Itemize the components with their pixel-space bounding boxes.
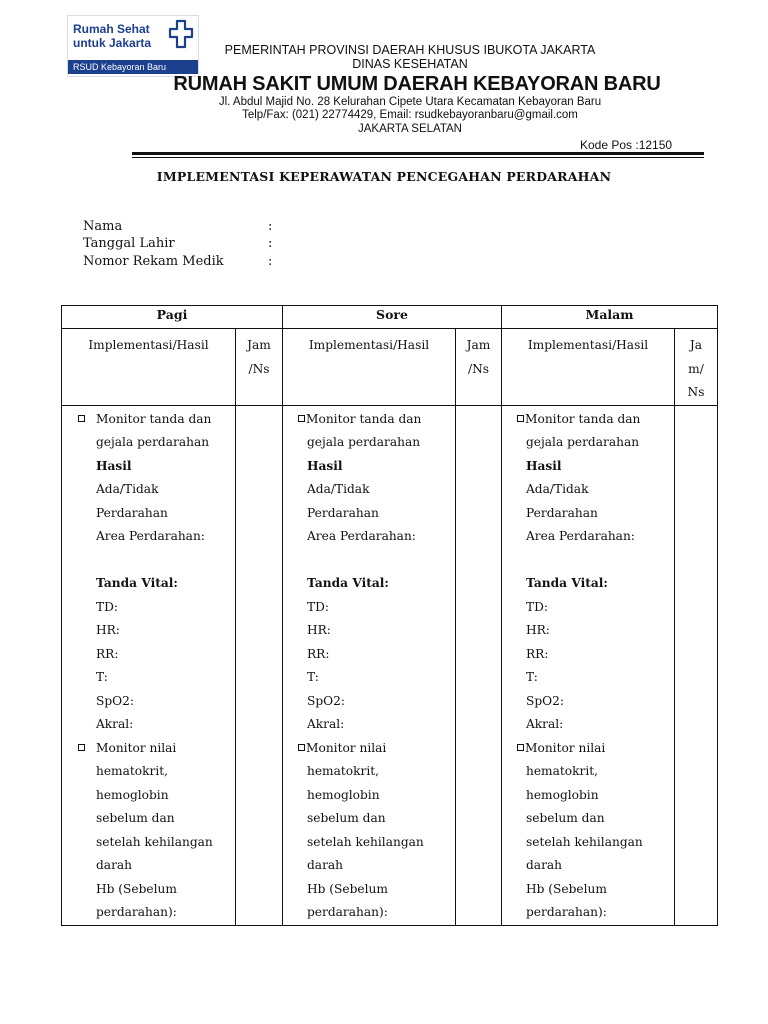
shift-header-malam: Malam: [502, 306, 718, 329]
content-row: [62, 405, 718, 925]
checkbox-icon[interactable]: [78, 415, 85, 422]
header-divider-thin: [132, 157, 704, 158]
column-header-row: [62, 329, 718, 406]
checkbox-icon[interactable]: [78, 744, 85, 751]
header-city: JAKARTA SELATAN: [358, 123, 462, 135]
document-title: IMPLEMENTASI KEPERAWATAN PENCEGAHAN PERDARAHAN: [156, 169, 612, 184]
header-address: Jl. Abdul Majid No. 28 Kelurahan Cipete Utara Kecamatan Kebayoran Baru: [218, 96, 602, 108]
field-label-nama: Nama: [83, 219, 123, 234]
shift-header-sore: Sore: [283, 306, 502, 329]
field-colon-nomor-rekam-medik: :: [268, 254, 273, 269]
jam-header-malam: Ja m/ Ns: [675, 329, 718, 406]
header-government: PEMERINTAH PROVINSI DAERAH KHUSUS IBUKOTA JAKARTA: [224, 43, 596, 57]
jam-header-pagi: Jam /Ns: [236, 329, 283, 406]
header-divider-thick: [132, 152, 704, 155]
logo-subtitle: RSUD Kebayoran Baru: [68, 60, 198, 74]
checkbox-icon[interactable]: [298, 415, 305, 422]
jam-header-sore: Jam /Ns: [456, 329, 502, 406]
header-department: DINAS KESEHATAN: [352, 57, 468, 71]
impl-header-malam: Implementasi/Hasil: [502, 329, 675, 406]
impl-header-sore: Implementasi/Hasil: [283, 329, 456, 406]
header-contact: Telp/Fax: (021) 22774429, Email: rsudkebayoranbaru@gmail.com: [242, 109, 578, 121]
impl-cell-malam: Monitor tanda dan gejala perdarahan Hasil Ada/Tidak Perdarahan Area Perdarahan: Tanda Vital: TD: HR: RR: T: SpO2: Akral: Monitor nilai hematokrit, hemoglobin sebelum dan setelah kehilangan darah Hb (Sebelum perdarahan):: [502, 405, 675, 925]
impl-cell-sore: Monitor tanda dan gejala perdarahan Hasil Ada/Tidak Perdarahan Area Perdarahan: Tanda Vital: TD: HR: RR: T: SpO2: Akral: Monitor nilai hematokrit, hemoglobin sebelum dan setelah kehilangan darah Hb (Sebelum perdarahan):: [283, 405, 456, 925]
field-colon-tanggal-lahir: :: [268, 236, 273, 251]
jam-cell-pagi[interactable]: [236, 405, 283, 925]
header-postcode: Kode Pos :12150: [580, 138, 673, 152]
checkbox-icon[interactable]: [517, 744, 524, 751]
shift-header-row: [62, 306, 718, 329]
jam-cell-sore[interactable]: [456, 405, 502, 925]
logo-text-line2: untuk Jakarta: [73, 36, 152, 50]
impl-cell-pagi: Monitor tanda dan gejala perdarahan Hasil Ada/Tidak Perdarahan Area Perdarahan: Tanda Vital: TD: HR: RR: T: SpO2: Akral: Monitor nilai hematokrit, hemoglobin sebelum dan setelah kehilangan darah Hb (Sebelum perdarahan):: [62, 405, 236, 925]
checkbox-icon[interactable]: [298, 744, 305, 751]
field-colon-nama: :: [268, 219, 273, 234]
shift-header-pagi: Pagi: [62, 306, 283, 329]
implementation-table: [61, 305, 718, 926]
jam-cell-malam[interactable]: [675, 405, 718, 925]
checkbox-icon[interactable]: [517, 415, 524, 422]
impl-header-pagi: Implementasi/Hasil: [62, 329, 236, 406]
logo-text-line1: Rumah Sehat: [73, 22, 150, 36]
field-label-nomor-rekam-medik: Nomor Rekam Medik: [83, 254, 224, 269]
header-hospital-name: RUMAH SAKIT UMUM DAERAH KEBAYORAN BARU: [173, 73, 661, 95]
field-label-tanggal-lahir: Tanggal Lahir: [83, 236, 175, 251]
